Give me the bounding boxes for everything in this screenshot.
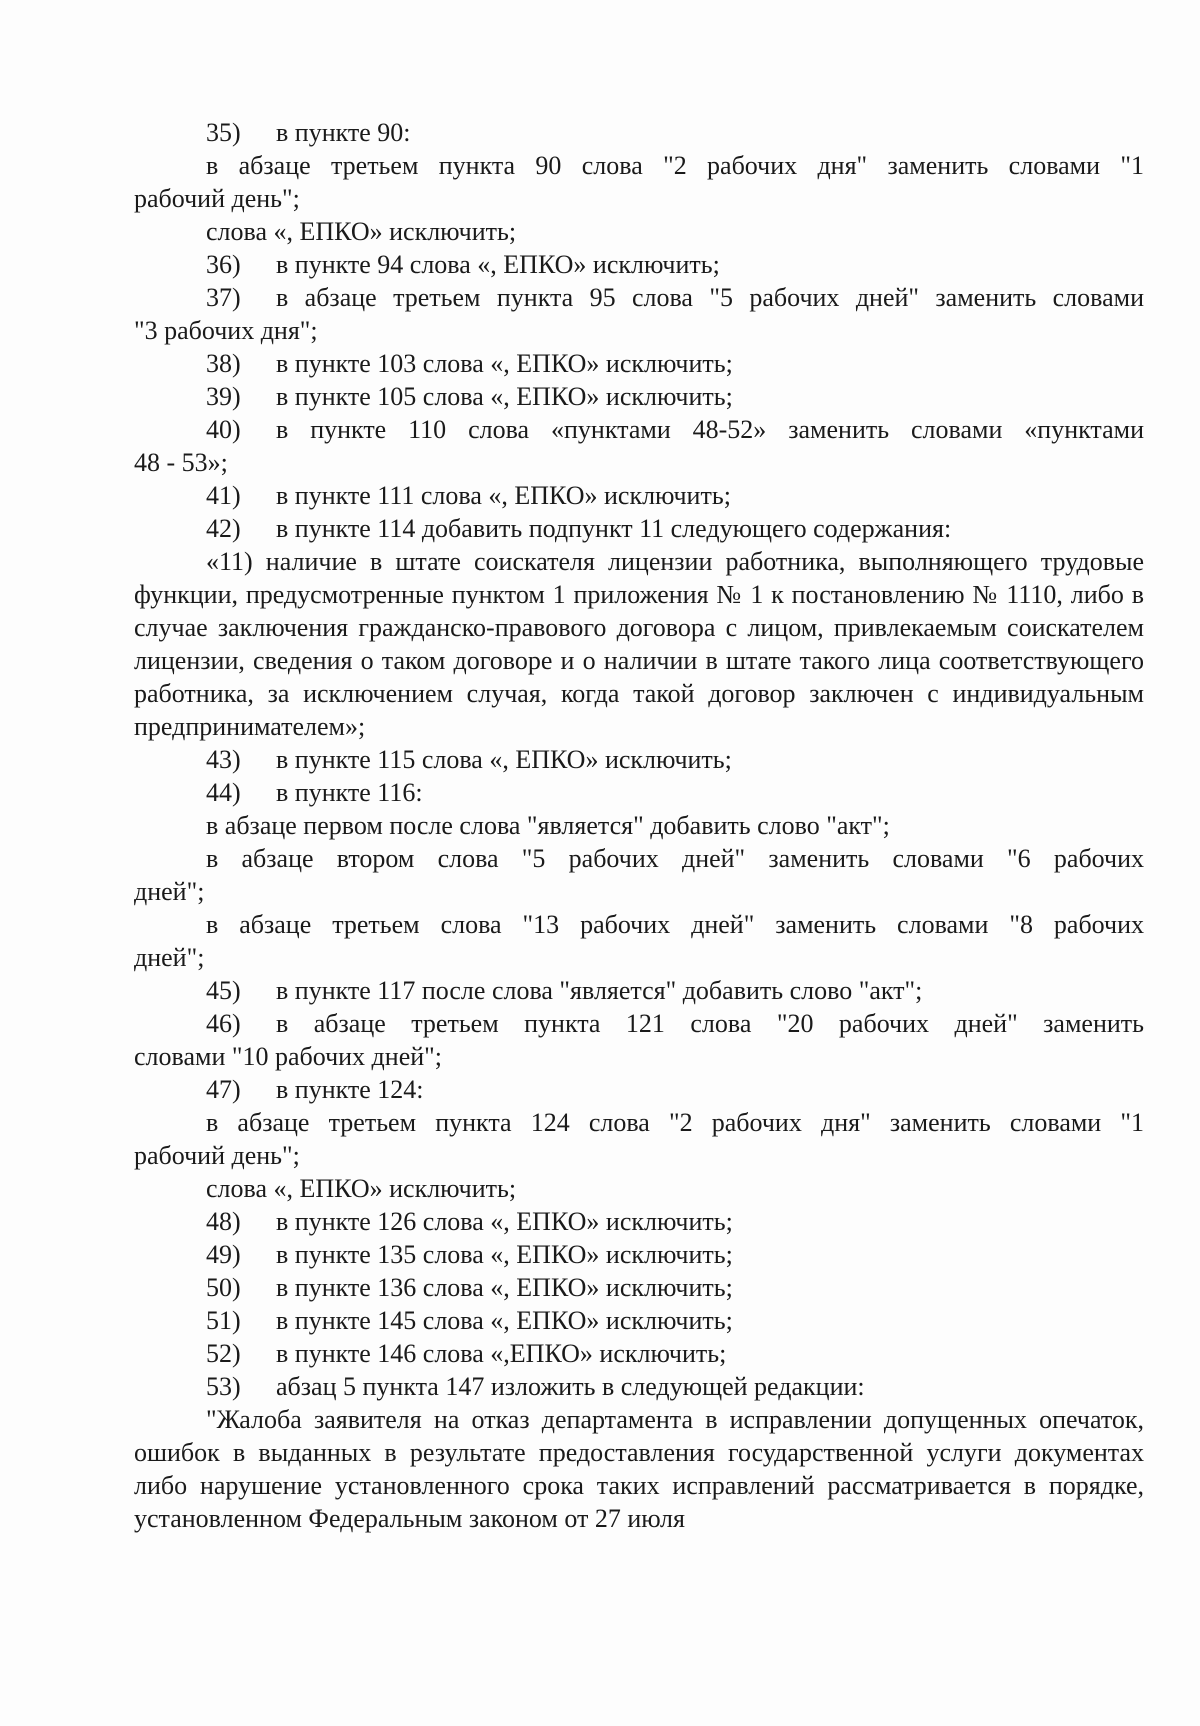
quoted-paragraph: "Жалоба заявителя на отказ департамента в исправлении допущенных опечаток, ошибок в выданных в результате предоставления государственной услуги документах либо нарушение установленного срока таких исправлений рассматривается в порядке, установленном Федеральным законом от 27 июля: [134, 1405, 1144, 1533]
item-text: в пункте 103 слова «, ЕПКО» исключить;: [276, 349, 733, 378]
list-item: [134, 1271, 1144, 1304]
item-number: 51): [206, 1306, 241, 1335]
list-item: [134, 512, 1144, 545]
item-continuation: "3 рабочих дня";: [134, 316, 318, 345]
item-text: в пункте 145 слова «, ЕПКО» исключить;: [276, 1306, 733, 1335]
item-text: в абзаце третьем пункта 95 слова "5 рабочих дней" заменить словами: [276, 283, 1144, 312]
item-number: 46): [206, 1009, 241, 1038]
indented-line: в абзаце втором слова "5 рабочих дней" заменить словами "6 рабочих: [206, 844, 1144, 873]
list-item: [134, 116, 1144, 149]
item-number: 44): [206, 778, 241, 807]
document-body: [134, 116, 1144, 1535]
list-item: [134, 1370, 1144, 1403]
list-item: [134, 1007, 1144, 1040]
item-text: в пункте 111 слова «, ЕПКО» исключить;: [276, 481, 731, 510]
item-continuation: рабочий день";: [134, 184, 300, 213]
item-continuation: рабочий день";: [134, 1141, 300, 1170]
list-item: [134, 413, 1144, 446]
indented-line: в абзаце третьем пункта 124 слова "2 рабочих дня" заменить словами "1: [206, 1108, 1144, 1137]
quoted-paragraph: «11) наличие в штате соискателя лицензии работника, выполняющего трудовые функции, предусмотренные пунктом 1 приложения № 1 к постановлению № 1110, либо в случае заключения гражданско-правового договора с лицом, привлекаемым соискателем лицензии, сведения о таком договоре и о наличии в штате такого лица соответствующего работника, за исключением случая, когда такой договор заключен с индивидуальным предпринимателем»;: [134, 547, 1144, 741]
item-number: 47): [206, 1075, 241, 1104]
list-item: [134, 248, 1144, 281]
item-continuation: дней";: [134, 943, 205, 972]
list-item: [134, 776, 1144, 809]
item-continuation: словами "10 рабочих дней";: [134, 1042, 442, 1071]
item-text: в пункте 117 после слова "является" добавить слово "акт";: [276, 976, 923, 1005]
item-number: 52): [206, 1339, 241, 1368]
item-number: 40): [206, 415, 241, 444]
list-item: [134, 380, 1144, 413]
item-number: 53): [206, 1372, 241, 1401]
item-text: в пункте 94 слова «, ЕПКО» исключить;: [276, 250, 720, 279]
item-number: 39): [206, 382, 241, 411]
list-item: [134, 743, 1144, 776]
item-text: в пункте 115 слова «, ЕПКО» исключить;: [276, 745, 732, 774]
item-number: 50): [206, 1273, 241, 1302]
item-text: абзац 5 пункта 147 изложить в следующей редакции:: [276, 1372, 865, 1401]
list-item: [134, 1073, 1144, 1106]
list-item: [134, 281, 1144, 314]
indented-line: слова «, ЕПКО» исключить;: [206, 1174, 517, 1203]
list-item: [134, 1304, 1144, 1337]
list-item: [134, 974, 1144, 1007]
item-continuation: 48 - 53»;: [134, 448, 228, 477]
item-text: в абзаце третьем пункта 121 слова "20 рабочих дней" заменить: [276, 1009, 1144, 1038]
list-item: [134, 479, 1144, 512]
list-item: [134, 1205, 1144, 1238]
item-text: в пункте 124:: [276, 1075, 424, 1104]
indented-line: слова «, ЕПКО» исключить;: [206, 217, 517, 246]
item-number: 41): [206, 481, 241, 510]
item-number: 35): [206, 118, 241, 147]
indented-line: в абзаце первом после слова "является" добавить слово "акт";: [206, 811, 890, 840]
item-text: в пункте 105 слова «, ЕПКО» исключить;: [276, 382, 733, 411]
indented-line: в абзаце третьем слова "13 рабочих дней" заменить словами "8 рабочих: [206, 910, 1144, 939]
item-number: 38): [206, 349, 241, 378]
item-text: в пункте 116:: [276, 778, 423, 807]
item-text: в пункте 90:: [276, 118, 411, 147]
item-text: в пункте 136 слова «, ЕПКО» исключить;: [276, 1273, 733, 1302]
item-text: в пункте 146 слова «,ЕПКО» исключить;: [276, 1339, 727, 1368]
item-number: 36): [206, 250, 241, 279]
item-text: в пункте 135 слова «, ЕПКО» исключить;: [276, 1240, 733, 1269]
item-text: в пункте 126 слова «, ЕПКО» исключить;: [276, 1207, 733, 1236]
list-item: [134, 347, 1144, 380]
item-text: в пункте 114 добавить подпункт 11 следующего содержания:: [276, 514, 952, 543]
item-number: 37): [206, 283, 241, 312]
indented-line: в абзаце третьем пункта 90 слова "2 рабочих дня" заменить словами "1: [206, 151, 1144, 180]
item-number: 42): [206, 514, 241, 543]
item-continuation: дней";: [134, 877, 205, 906]
item-number: 45): [206, 976, 241, 1005]
item-number: 48): [206, 1207, 241, 1236]
list-item: [134, 1337, 1144, 1370]
item-text: в пункте 110 слова «пунктами 48-52» заменить словами «пунктами: [276, 415, 1144, 444]
list-item: [134, 1238, 1144, 1271]
item-number: 43): [206, 745, 241, 774]
item-number: 49): [206, 1240, 241, 1269]
